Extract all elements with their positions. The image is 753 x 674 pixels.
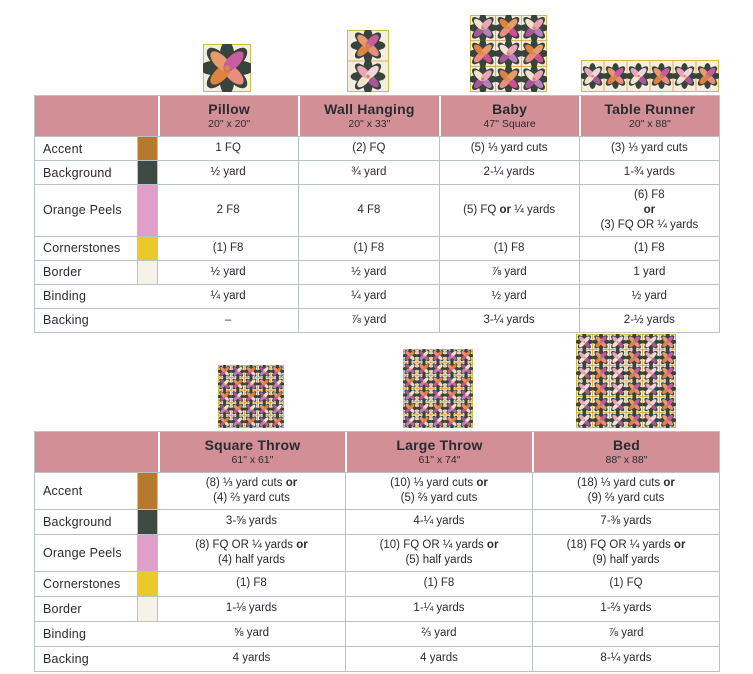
row-label: Border <box>43 265 82 280</box>
column-header-baby <box>439 96 579 136</box>
table-header-row <box>35 96 719 136</box>
row-label: Binding <box>43 626 87 641</box>
size-table-small <box>34 12 720 333</box>
column-size: 88" x 88" <box>605 453 648 466</box>
quilt-image-bed <box>576 334 676 428</box>
value-cell <box>579 137 719 160</box>
value-text: 7-⅜ yards <box>600 515 652 528</box>
value-cell <box>532 622 719 646</box>
row-label: Orange Peels <box>43 545 122 560</box>
value-text: (8) FQ OR ¼ yards or (4) half yards <box>195 538 308 566</box>
value-cell <box>298 285 438 308</box>
value-text: (18) ⅓ yard cuts or (9) ⅔ yard cuts <box>577 476 675 504</box>
column-name: Baby <box>492 101 528 117</box>
column-name: Large Throw <box>396 436 483 453</box>
fabric-swatch-background <box>137 161 158 184</box>
value-cell <box>439 237 579 260</box>
value-text: 1 yard <box>633 265 666 278</box>
quilt-image-row <box>34 333 720 431</box>
table-row-accent <box>35 136 719 160</box>
row-label: Binding <box>43 289 87 304</box>
value-cell <box>158 473 345 509</box>
value-cell <box>439 137 579 160</box>
column-size: 20" x 33" <box>348 118 391 130</box>
value-cell <box>345 597 532 621</box>
column-header-large-throw <box>345 432 532 472</box>
value-text: (18) FQ OR ¼ yards or (9) half yards <box>566 538 686 566</box>
size-table-large <box>34 333 720 672</box>
value-text: 1-¾ yards <box>623 166 675 179</box>
value-cell <box>158 510 345 534</box>
column-header-bed <box>532 432 719 472</box>
value-cell <box>158 647 345 671</box>
value-cell <box>298 261 438 284</box>
column-header-pillow <box>158 96 298 136</box>
table-row-orange-peels <box>35 184 719 236</box>
value-cell <box>158 535 345 571</box>
table-row-backing <box>35 646 719 671</box>
row-label: Orange Peels <box>43 203 122 218</box>
value-cell <box>345 647 532 671</box>
column-header-wall-hanging <box>298 96 438 136</box>
row-label: Backing <box>43 651 89 666</box>
value-cell <box>579 185 719 236</box>
value-cell <box>532 473 719 509</box>
value-cell <box>158 237 298 260</box>
column-header-table-runner <box>579 96 719 136</box>
value-text: ½ yard <box>631 289 667 302</box>
value-text: ½ yard <box>210 166 246 179</box>
value-cell <box>158 137 298 160</box>
table-row-border <box>35 596 719 621</box>
value-cell <box>532 597 719 621</box>
value-text: 4 yards <box>232 652 271 665</box>
table-row-accent <box>35 472 719 509</box>
value-text: (1) F8 <box>212 241 244 254</box>
row-label: Accent <box>43 141 83 156</box>
value-cell <box>298 237 438 260</box>
value-text: 1-⅛ yards <box>225 602 278 615</box>
value-cell <box>439 309 579 332</box>
value-text: (5) FQ or ¼ yards <box>463 203 556 216</box>
value-text: 1-⅔ yards <box>600 602 652 615</box>
value-cell <box>532 510 719 534</box>
value-cell <box>158 161 298 184</box>
value-text: (3) ⅓ yard cuts <box>611 142 688 155</box>
table-row-cornerstones <box>35 571 719 596</box>
value-cell <box>298 185 438 236</box>
value-text: ⅞ yard <box>351 313 387 326</box>
value-text: ¾ yard <box>351 166 387 179</box>
fabric-swatch-cornerstones <box>137 237 158 260</box>
value-text: 2 F8 <box>216 203 240 216</box>
value-cell <box>345 473 532 509</box>
value-cell <box>579 285 719 308</box>
value-text: (1) F8 <box>236 577 267 590</box>
quilt-cell-wall-hanging <box>298 30 439 95</box>
value-cell <box>345 510 532 534</box>
value-text: (6) F8 or (3) FQ OR ¼ yards <box>600 189 699 231</box>
value-text: (1) F8 <box>493 241 525 254</box>
value-cell <box>345 535 532 571</box>
fabric-swatch-border <box>137 261 158 284</box>
value-text: 2-½ yards <box>623 313 675 326</box>
value-cell <box>579 161 719 184</box>
row-label: Background <box>43 165 112 180</box>
value-cell <box>439 185 579 236</box>
quilt-image-large-throw <box>403 349 473 428</box>
value-text: ⅞ yard <box>608 627 644 640</box>
quilt-cell-large-throw <box>345 349 533 431</box>
value-text: (1) F8 <box>634 241 665 254</box>
value-cell <box>298 309 438 332</box>
value-text: 4-¼ yards <box>413 515 465 528</box>
column-size: 61" x 61" <box>231 453 274 466</box>
value-cell <box>579 237 719 260</box>
value-cell <box>158 185 298 236</box>
quilt-cell-table-runner <box>579 60 720 95</box>
quilt-cell-square-throw <box>157 365 345 431</box>
column-name: Table Runner <box>604 101 696 117</box>
value-text: (8) ⅓ yard cuts or (4) ⅔ yard cuts <box>205 476 298 504</box>
value-text: 4 F8 <box>357 203 381 216</box>
column-size: 47" Square <box>483 118 536 130</box>
fabric-swatch-cornerstones <box>137 572 158 596</box>
value-cell <box>158 261 298 284</box>
value-cell <box>579 261 719 284</box>
value-cell <box>439 261 579 284</box>
quilt-cell-baby <box>439 15 580 95</box>
value-cell <box>579 309 719 332</box>
column-name: Bed <box>612 436 641 453</box>
quilt-image-wall-hanging <box>347 30 389 92</box>
table-header-row <box>35 432 719 472</box>
header-spacer <box>35 96 158 136</box>
value-text: ⅞ yard <box>491 265 527 278</box>
value-text: ¼ yard <box>351 289 387 302</box>
value-text: ⅝ yard <box>233 627 270 640</box>
value-cell <box>439 161 579 184</box>
column-size: 61" x 74" <box>418 453 461 466</box>
fabric-requirements-table <box>34 95 720 333</box>
fabric-swatch-accent <box>137 137 158 160</box>
table-row-backing <box>35 308 719 332</box>
column-name: Wall Hanging <box>324 101 415 117</box>
table-row-border <box>35 260 719 284</box>
quilt-cell-pillow <box>157 44 298 95</box>
value-text: (5) ⅓ yard cuts <box>470 142 548 155</box>
value-text: ½ yard <box>491 289 527 302</box>
column-name: Square Throw <box>204 436 301 453</box>
table-row-cornerstones <box>35 236 719 260</box>
fabric-swatch-orange-peels <box>137 185 158 236</box>
value-text: 1-¼ yards <box>413 602 465 615</box>
value-cell <box>532 647 719 671</box>
quilt-cell-bed <box>532 334 720 431</box>
value-text: (1) FQ <box>609 577 643 590</box>
row-label: Background <box>43 514 112 529</box>
quilt-image-pillow <box>203 44 251 92</box>
table-row-background <box>35 509 719 534</box>
value-text: ¼ yard <box>210 289 246 302</box>
table-row-binding <box>35 621 719 646</box>
table-row-orange-peels <box>35 534 719 571</box>
value-cell <box>158 285 298 308</box>
column-header-square-throw <box>158 432 345 472</box>
value-cell <box>439 285 579 308</box>
row-label: Border <box>43 601 82 616</box>
value-text: 2-¼ yards <box>483 166 535 179</box>
header-spacer <box>35 432 158 472</box>
quilt-image-baby <box>470 15 547 92</box>
value-text: (1) F8 <box>353 241 385 254</box>
row-label: Cornerstones <box>43 241 121 256</box>
fabric-swatch-background <box>137 510 158 534</box>
quilt-image-row <box>34 12 720 95</box>
value-text: ⅔ yard <box>421 627 457 640</box>
value-cell <box>345 622 532 646</box>
value-text: (10) ⅓ yard cuts or (5) ⅔ yard cuts <box>390 476 488 504</box>
value-text: 3-¼ yards <box>483 313 535 326</box>
value-cell <box>532 572 719 596</box>
row-label: Accent <box>43 483 83 498</box>
fabric-swatch-border <box>137 597 158 621</box>
value-cell <box>298 161 438 184</box>
fabric-swatch-accent <box>137 473 158 509</box>
value-text: (1) F8 <box>423 577 455 590</box>
column-name: Pillow <box>208 101 250 117</box>
value-text: 8-¼ yards <box>600 652 652 665</box>
column-size: 20" x 20" <box>208 118 251 130</box>
value-cell <box>532 535 719 571</box>
row-label: Backing <box>43 313 89 328</box>
value-cell <box>158 572 345 596</box>
table-row-binding <box>35 284 719 308</box>
value-text: (10) FQ OR ¼ yards or (5) half yards <box>379 538 499 566</box>
fabric-swatch-orange-peels <box>137 535 158 571</box>
value-cell <box>345 572 532 596</box>
value-text: – <box>224 313 232 326</box>
table-row-background <box>35 160 719 184</box>
quilt-image-square-throw <box>218 365 284 428</box>
value-cell <box>158 597 345 621</box>
column-size: 20" x 88" <box>628 118 671 130</box>
value-text: 4 yards <box>420 652 458 665</box>
value-cell <box>298 137 438 160</box>
value-text: 3-⅝ yards <box>225 515 278 528</box>
value-text: 1 FQ <box>215 142 241 155</box>
quilt-image-table-runner <box>581 60 719 92</box>
value-text: (2) FQ <box>352 142 386 155</box>
value-text: ½ yard <box>351 265 387 278</box>
value-text: ½ yard <box>210 265 246 278</box>
row-label: Cornerstones <box>43 576 121 591</box>
value-cell <box>158 622 345 646</box>
fabric-requirements-table <box>34 431 720 672</box>
value-cell <box>158 309 298 332</box>
